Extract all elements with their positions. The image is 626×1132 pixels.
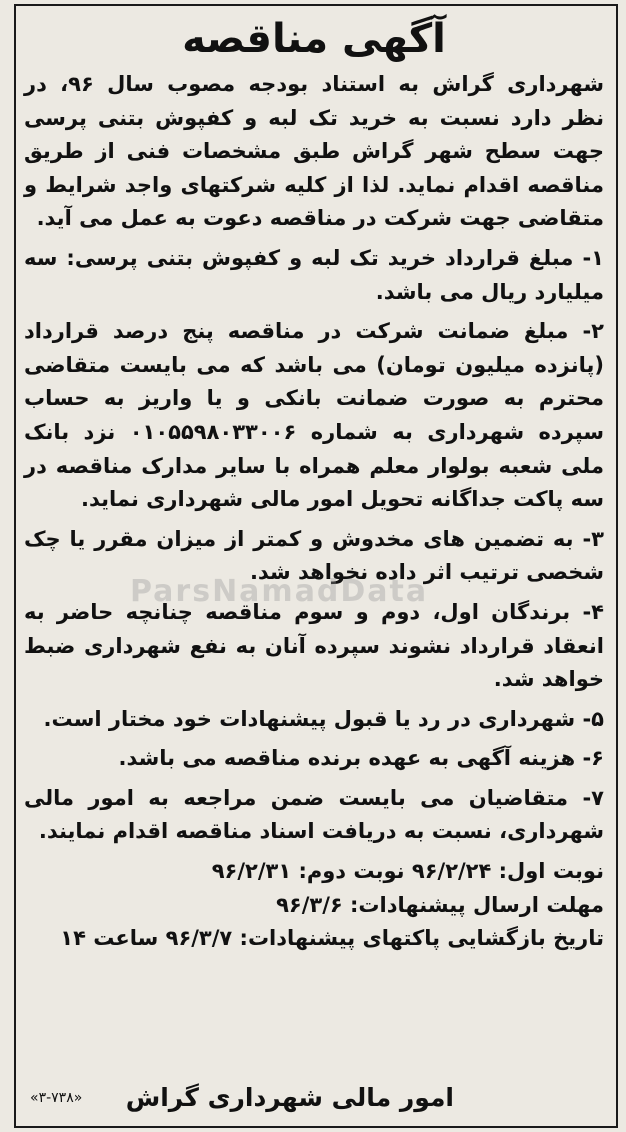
- notice-item-3: ۳- به تضمین های مخدوش و کمتر از میزان مقرر یا چک شخصی ترتیب اثر داده نخواهد شد.: [24, 526, 604, 585]
- notice-item-7: ۷- متقاضیان می بایست ضمن مراجعه به امور مالی شهرداری، نسبت به دریافت اسناد مناقصه اقدام نمایند.: [24, 785, 604, 844]
- notice-code: «۳-۷۳۸»: [30, 1090, 83, 1106]
- submission-deadline: مهلت ارسال پیشنهادات: ۹۶/۳/۶: [276, 892, 604, 917]
- notice-intro: شهرداری گراش به استناد بودجه مصوب سال ۹۶، در نظر دارد نسبت به خرید تک لبه و کفپوش بتنی پرسی جهت سطح شهر گراش طبق مشخصات فنی از طریق مناقصه اقدام نماید. لذا از کلیه شرکتهای واجد شرایط و متقاضی جهت شرکت در مناقصه دعوت به عمل می آید.: [24, 72, 604, 231]
- notice-item-2: ۲- مبلغ ضمانت شرکت در مناقصه پنج درصد قرارداد (پانزده میلیون تومان) می باشد که می بایست متقاضی محترم به صورت ضمانت بانکی و یا واریز به حساب سپرده شهرداری به شماره ۰۱۰۵۵۹۸۰۳۳۰۰۶ نزد بانک ملی شعبه بولوار معلم همراه با سایر مدارک مناقصه در سه پاکت جداگانه تحویل امور مالی شهرداری نماید.: [24, 319, 604, 512]
- notice-footer: [24, 1074, 604, 1124]
- notice-title: آگهی مناقصه: [182, 16, 446, 62]
- notice-item-5: ۵- شهرداری در رد یا قبول پیشنهادات خود مختار است.: [43, 706, 604, 731]
- watermark: ParsNamadData: [130, 574, 429, 609]
- notice-schedule: [24, 855, 604, 956]
- opening-date: تاریخ بازگشایی پاکتهای پیشنهادات: ۹۶/۳/۷ ساعت ۱۴: [60, 926, 604, 951]
- notice-body: [24, 10, 604, 956]
- notice-item-4: ۴- برندگان اول، دوم و سوم مناقصه چنانچه حاضر به انعقاد قرارداد نشوند سپرده آنان به نفع شهرداری ضبط خواهد شد.: [24, 599, 604, 692]
- notice-item-6: ۶- هزینه آگهی به عهده برنده مناقصه می باشد.: [118, 746, 604, 771]
- publication-dates: نوبت اول: ۹۶/۲/۲۴ نوبت دوم: ۹۶/۲/۳۱: [211, 859, 604, 884]
- notice-signature: امور مالی شهرداری گراش: [125, 1083, 454, 1112]
- notice-item-1: ۱- مبلغ قرارداد خرید تک لبه و کفپوش بتنی پرسی: سه میلیارد ریال می باشد.: [24, 245, 604, 304]
